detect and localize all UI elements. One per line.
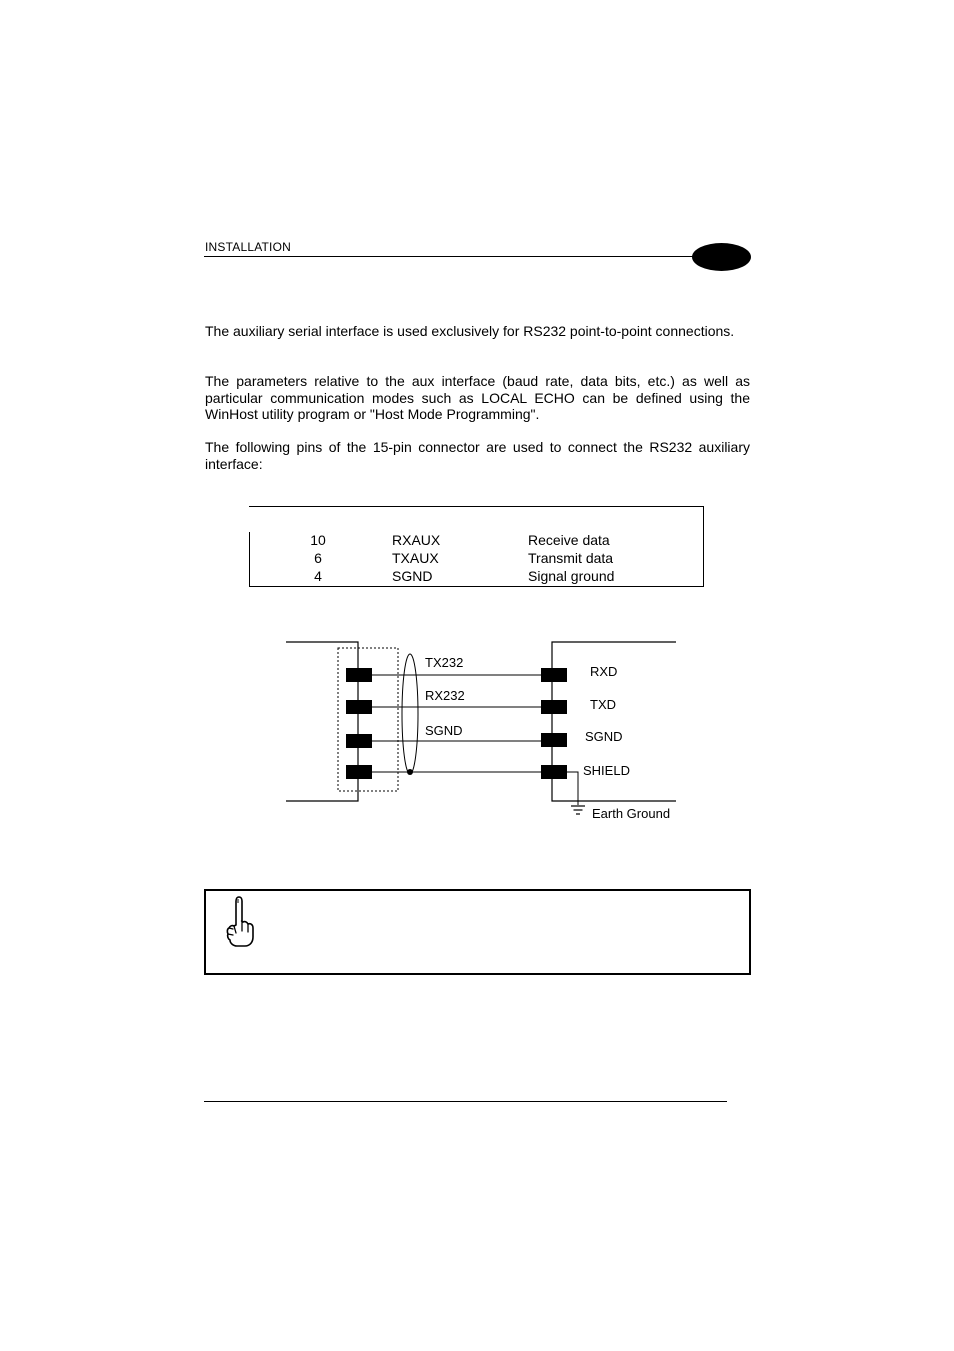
footer-rule [204,1101,727,1102]
earth-ground-label: Earth Ground [592,806,671,821]
paragraph-pin-intro: The following pins of the 15-pin connector are used to connect the RS232 auxiliary interface: [205,439,750,472]
pin-table-cell-pin: 10 [310,532,326,548]
pointing-hand-icon [224,895,258,951]
pin-table-cell-pin: 4 [314,568,322,584]
aux-pin-block [346,700,372,714]
wire-label: SGND [425,723,463,738]
user-pin-block [541,733,567,747]
wire-label: RX232 [425,688,465,703]
wire-label: TX232 [425,655,464,670]
aux-pin-block [346,765,372,779]
shield-to-ground-wire [567,772,578,805]
running-header-section: INSTALLATION [205,240,291,254]
aux-pin-block [346,734,372,748]
user-pin-label: RXD [590,664,618,679]
pin-table-cell-name: SGND [392,568,433,584]
paragraph-aux-parameters: The parameters relative to the aux interface (baud rate, data bits, etc.) as well as particular communication modes such as LOCAL ECHO can be defined using the WinHost utility program or "Host Mode Programming". [205,373,750,422]
note-box [204,889,751,975]
pin-table-cell-name: RXAUX [392,532,441,548]
earth-ground-icon [571,806,585,814]
user-pin-label: SGND [585,729,623,744]
user-pin-block [541,765,567,779]
aux-pin-block [346,668,372,682]
user-pin-label: SHIELD [583,763,630,778]
pin-table-cell-function: Transmit data [528,550,614,566]
cable-shield-ellipse [402,654,418,774]
pin-table-cell-name: TXAUX [392,550,439,566]
pin-table-cell-function: Signal ground [528,568,615,584]
user-pin-block [541,700,567,714]
user-pin-block [541,668,567,682]
paragraph-aux-interface-use: The auxiliary serial interface is used exclusively for RS232 point-to-point connections. [205,323,735,339]
user-pin-label: TXD [590,697,616,712]
pin-table-cell-pin: 6 [314,550,322,566]
shield-junction-dot [407,769,413,775]
pin-table-cell-function: Receive data [528,532,610,548]
